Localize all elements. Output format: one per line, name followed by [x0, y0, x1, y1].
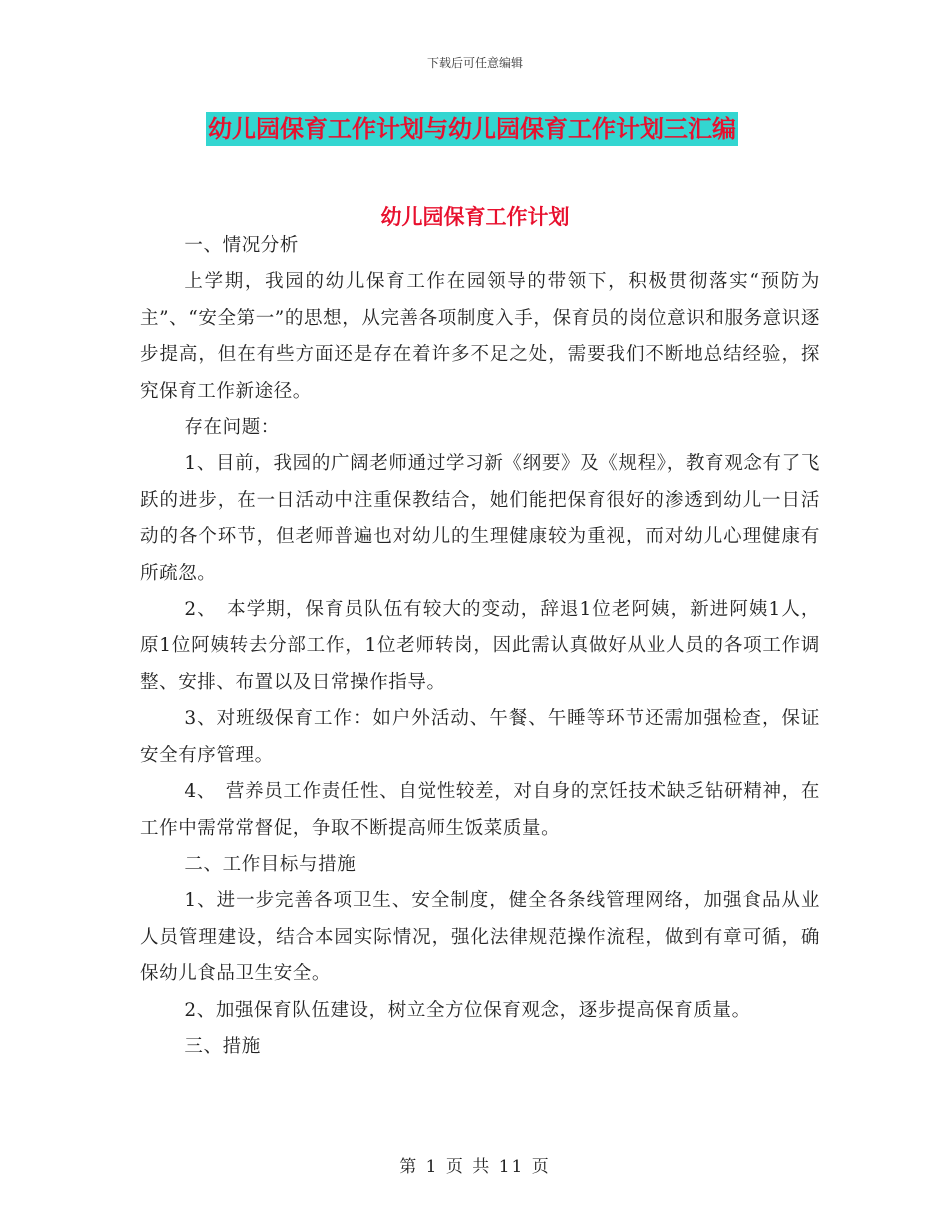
- paragraph-problem-2: 2、 本学期，保育员队伍有较大的变动，辞退1位老阿姨，新进阿姨1人，原1位阿姨转去分部工作，1位老师转岗，因此需认真做好从业人员的各项工作调整、安排、布置以及日常操作指导。: [140, 599, 820, 693]
- paragraph-goal-1: 1、进一步完善各项卫生、安全制度，健全各条线管理网络，加强食品从业人员管理建设，结合本园实际情况，强化法律规范操作流程，做到有章可循，确保幼儿食品卫生安全。: [140, 890, 820, 985]
- heading-measures: 三、措施: [184, 1035, 261, 1057]
- page-footer: 第 1 页 共 11 页: [399, 1157, 551, 1177]
- heading-goals-measures: 二、工作目标与措施: [184, 853, 357, 875]
- paragraph-last-semester: 上学期，我园的幼儿保育工作在园领导的带领下，积极贯彻落实“预防为主”、“安全第一”的思想，从完善各项制度入手，保育员的岗位意识和服务意识逐步提高，但在有些方面还是存在着许多不足之处，需要我们不断地总结经验，探究保育工作新途径。: [140, 271, 820, 402]
- heading-existing-problems: 存在问题：: [184, 417, 280, 439]
- document-title: 幼儿园保育工作计划与幼儿园保育工作计划三汇编: [206, 112, 738, 146]
- heading-situation-analysis: 一、情况分析: [184, 235, 299, 256]
- paragraph-goal-2: 2、加强保育队伍建设，树立全方位保育观念，逐步提高保育质量。: [184, 999, 751, 1021]
- section-title: 幼儿园保育工作计划: [380, 204, 570, 229]
- paragraph-problem-1: 1、目前，我园的广阔老师通过学习新《纲要》及《规程》，教育观念有了飞跃的进步，在一日活动中注重保教结合，她们能把保育很好的渗透到幼儿一日活动的各个环节，但老师普遍也对幼儿的生理健康较为重视，而对幼儿心理健康有所疏忽。: [140, 453, 820, 584]
- header-note: 下载后可任意编辑: [426, 56, 523, 70]
- document-body: [140, 228, 820, 1065]
- paragraph-problem-3: 3、对班级保育工作：如户外活动、午餐、午睡等环节还需加强检查，保证安全有序管理。: [140, 708, 820, 766]
- paragraph-problem-4: 4、 营养员工作责任性、自觉性较差，对自身的烹饪技术缺乏钻研精神，在工作中需常常督促，争取不断提高师生饭菜质量。: [140, 781, 820, 839]
